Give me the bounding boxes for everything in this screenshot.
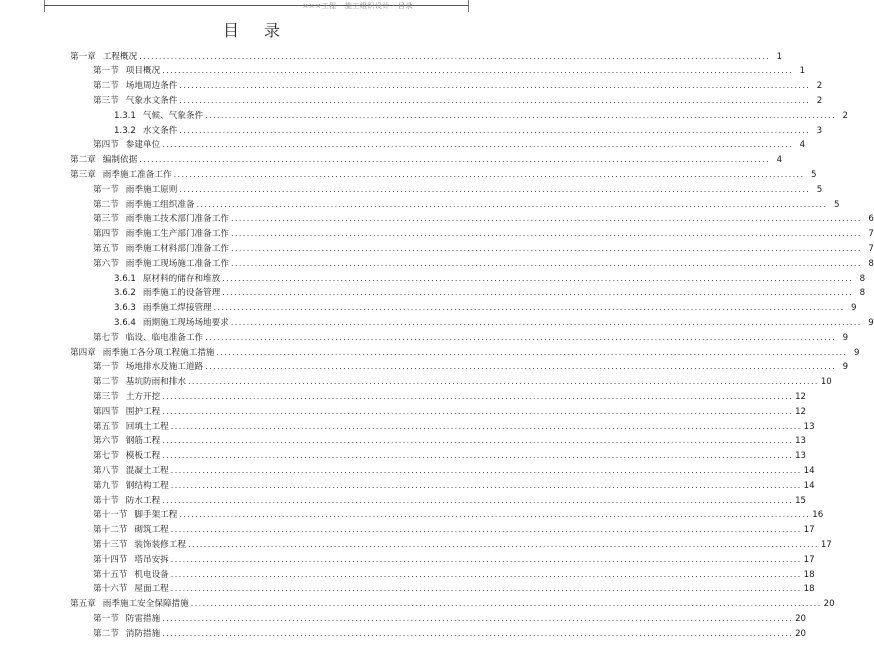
toc-page-number: 8 <box>868 258 874 269</box>
toc-entry[interactable] <box>93 94 823 108</box>
toc-entry-label <box>114 124 177 138</box>
toc-entry-title: 编制依据 <box>102 155 138 166</box>
toc-entry[interactable] <box>114 286 866 300</box>
toc-entry[interactable] <box>70 597 835 611</box>
toc-entry-title: 雨季施工组织准备 <box>125 199 195 210</box>
toc-entry-label <box>93 242 229 256</box>
toc-entry-title: 塔吊安拆 <box>134 554 169 565</box>
toc-entry-number: 第七节 <box>93 332 119 343</box>
toc-entry[interactable] <box>93 582 815 596</box>
toc-entry-label <box>93 479 169 493</box>
toc-entry-number: 第二章 <box>70 155 96 166</box>
toc-entry-title: 钢结构工程 <box>125 480 169 491</box>
toc-dot-leader: ................................................................................................................................................................ <box>162 495 794 505</box>
toc-page-number: 20 <box>795 613 806 624</box>
toc-entry-label <box>93 538 186 552</box>
toc-entry-title: 雨季施工材料部门准备工作 <box>125 243 229 254</box>
toc-entry[interactable] <box>93 405 806 419</box>
toc-page-number: 12 <box>795 406 806 417</box>
toc-entry-title: 砌筑工程 <box>134 525 169 536</box>
toc-page-number: 7 <box>868 229 874 240</box>
toc-entry[interactable] <box>93 538 832 552</box>
toc-entry-number: 第三节 <box>93 214 119 225</box>
toc-page-number: 4 <box>776 155 783 166</box>
toc-entry[interactable] <box>93 523 815 537</box>
toc-entry-label <box>93 198 195 212</box>
toc-dot-leader: ................................................................................................................................................................ <box>162 451 794 461</box>
toc-dot-leader: ................................................................................................................................................................ <box>230 258 862 268</box>
toc-page-number: 14 <box>803 480 815 491</box>
toc-entry-label <box>70 153 137 167</box>
toc-entry-title: 气象水文条件 <box>125 95 178 106</box>
page-title: 目 录 <box>222 21 291 40</box>
toc-entry-title: 雨季施工生产部门准备工作 <box>125 229 229 240</box>
toc-page-number: 2 <box>816 95 823 106</box>
toc-entry-title: 原材料的储存和堆放 <box>142 273 221 284</box>
toc-dot-leader: ................................................................................................................................................................ <box>162 613 794 623</box>
toc-entry-number: 第三节 <box>93 95 119 106</box>
toc-entry[interactable] <box>93 612 806 626</box>
toc-dot-leader: ................................................................................................................................................................ <box>170 569 802 579</box>
toc-dot-leader: ................................................................................................................................................................ <box>179 125 811 135</box>
toc-entry-title: 雨季施工原则 <box>125 184 178 195</box>
toc-entry-number: 第五章 <box>70 599 96 610</box>
toc-dot-leader: ................................................................................................................................................................ <box>162 436 794 446</box>
toc-entry-title: 脚手架工程 <box>134 510 178 521</box>
toc-entry-label <box>93 390 160 404</box>
toc-entry-title: 雨季施工安全保障措施 <box>102 599 189 610</box>
toc-entry-title: 雨季施工技术部门准备工作 <box>125 214 229 225</box>
toc-entry[interactable] <box>93 257 874 271</box>
toc-entry-number: 第五节 <box>93 243 119 254</box>
toc-entry[interactable] <box>93 464 815 478</box>
toc-entry-title: 消防措施 <box>125 628 161 639</box>
toc-entry[interactable] <box>93 434 806 448</box>
toc-entry[interactable] <box>93 79 823 93</box>
toc-page-number: 17 <box>820 539 832 550</box>
toc-dot-leader: ................................................................................................................................................................ <box>173 169 805 179</box>
toc-page-number: 13 <box>803 421 815 432</box>
toc-entry-title: 围护工程 <box>125 406 161 417</box>
toc-entry-title: 装饰装修工程 <box>134 539 186 550</box>
toc-page-number: 12 <box>795 391 806 402</box>
toc-entry-number: 第二节 <box>93 628 119 639</box>
toc-entry[interactable] <box>70 168 817 182</box>
toc-entry-title: 混凝土工程 <box>125 465 169 476</box>
toc-dot-leader: ................................................................................................................................................................ <box>230 317 862 327</box>
toc-dot-leader: ................................................................................................................................................................ <box>230 229 862 239</box>
toc-dot-leader: ................................................................................................................................................................ <box>170 421 802 431</box>
toc-dot-leader: ................................................................................................................................................................ <box>205 362 837 372</box>
toc-entry-number: 第五节 <box>93 421 119 432</box>
toc-page-number: 17 <box>803 554 815 565</box>
toc-entry-title: 雨期施工现场场地要求 <box>142 317 229 328</box>
toc-page-number: 8 <box>859 273 866 284</box>
toc-dot-leader: ................................................................................................................................................................ <box>162 628 794 638</box>
toc-entry-title: 临设、临电准备工作 <box>125 332 204 343</box>
toc-page-number: 6 <box>868 214 874 225</box>
toc-entry-label <box>93 183 177 197</box>
toc-page-number: 16 <box>812 510 824 521</box>
toc-page-number: 9 <box>868 317 874 328</box>
toc-page-number: 7 <box>868 243 874 254</box>
toc-entry-number: 第一章 <box>70 51 96 62</box>
toc-entry-label <box>93 449 160 463</box>
toc-page-number: 2 <box>816 81 823 92</box>
toc-entry-title: 钢筋工程 <box>125 436 161 447</box>
toc-page-number: 17 <box>803 525 815 536</box>
toc-entry-title: 雨季施工准备工作 <box>102 169 172 180</box>
toc-entry[interactable] <box>93 390 806 404</box>
toc-entry-title: 场地周边条件 <box>125 81 178 92</box>
toc-entry-title: 回填土工程 <box>125 421 169 432</box>
toc-entry-label <box>70 50 137 64</box>
toc-page-number: 2 <box>842 110 848 121</box>
toc-entry-number: 第六节 <box>93 258 119 269</box>
toc-entry-number: 第十二节 <box>93 525 128 536</box>
toc-page-number: 5 <box>833 199 840 210</box>
header-rule <box>44 2 469 10</box>
toc-entry-title: 场地排水及施工道路 <box>125 362 204 373</box>
toc-entry-number: 第十三节 <box>93 539 128 550</box>
toc-dot-leader: ................................................................................................................................................................ <box>162 140 794 150</box>
toc-entry-title: 气候、气象条件 <box>142 110 204 121</box>
toc-page-number: 9 <box>842 332 849 343</box>
toc-dot-leader: ................................................................................................................................................................ <box>179 510 811 520</box>
toc-entry-label <box>93 582 169 596</box>
toc-entry-label <box>93 94 177 108</box>
toc-entry[interactable] <box>93 568 815 582</box>
toc-entry-number: 第三章 <box>70 169 96 180</box>
toc-entry-number: 第二节 <box>93 199 119 210</box>
toc-entry[interactable] <box>70 50 783 64</box>
toc-entry-label <box>93 64 160 78</box>
toc-dot-leader: ................................................................................................................................................................ <box>170 554 802 564</box>
toc-page-number: 5 <box>810 169 817 180</box>
toc-entry-number: 3.6.1 <box>114 273 136 284</box>
toc-entry[interactable] <box>114 316 874 330</box>
toc-dot-leader: ................................................................................................................................................................ <box>230 214 862 224</box>
toc-entry-label <box>93 79 177 93</box>
toc-page-number: 14 <box>803 465 815 476</box>
toc-entry[interactable] <box>114 301 857 315</box>
toc-entry-number: 第四节 <box>93 229 119 240</box>
toc-entry-label <box>93 138 160 152</box>
toc-entry[interactable] <box>93 212 874 226</box>
toc-dot-leader: ................................................................................................................................................................ <box>196 199 828 209</box>
toc-entry-label <box>70 346 215 360</box>
toc-entry-label <box>93 508 177 522</box>
toc-entry-number: 第一节 <box>93 66 119 77</box>
toc-entry-title: 屋面工程 <box>134 584 169 595</box>
toc-dot-leader: ................................................................................................................................................................ <box>222 273 854 283</box>
crop-mark-left <box>44 0 45 12</box>
toc-entry-number: 第三节 <box>93 391 119 402</box>
toc-entry[interactable] <box>93 360 849 374</box>
toc-entry-title: 项目概况 <box>125 66 161 77</box>
toc-entry-number: 第十五节 <box>93 569 128 580</box>
toc-entry-label <box>93 553 169 567</box>
toc-dot-leader: ................................................................................................................................................................ <box>162 391 794 401</box>
toc-entry-number: 第四节 <box>93 406 119 417</box>
toc-page-number: 8 <box>859 288 866 299</box>
toc-entry-label <box>93 360 203 374</box>
toc-entry-label <box>93 434 160 448</box>
toc-entry-label <box>114 316 229 330</box>
toc-entry-number: 第九节 <box>93 480 119 491</box>
toc-page-number: 18 <box>803 569 815 580</box>
toc-dot-leader: ................................................................................................................................................................ <box>170 480 802 490</box>
toc-entry-label <box>93 627 160 641</box>
toc-dot-leader: ................................................................................................................................................................ <box>230 243 862 253</box>
toc-dot-leader: ................................................................................................................................................................ <box>139 155 771 165</box>
toc-entry[interactable] <box>70 153 783 167</box>
toc-entry-label <box>114 301 212 315</box>
toc-dot-leader: ................................................................................................................................................................ <box>179 184 811 194</box>
toc-entry-number: 第十六节 <box>93 584 128 595</box>
toc-entry[interactable] <box>93 242 874 256</box>
toc-entry-number: 3.6.3 <box>114 303 136 314</box>
toc-dot-leader: ................................................................................................................................................................ <box>187 377 819 387</box>
toc-entry[interactable] <box>93 375 832 389</box>
toc-entry-label <box>93 612 160 626</box>
toc-page-number: 1 <box>799 66 806 77</box>
toc-dot-leader: ................................................................................................................................................................ <box>222 288 854 298</box>
toc-page-number: 3 <box>816 125 823 136</box>
toc-entry[interactable] <box>70 346 860 360</box>
toc-entry-label <box>93 227 229 241</box>
toc-dot-leader: ................................................................................................................................................................ <box>216 347 848 357</box>
toc-entry[interactable] <box>93 508 824 522</box>
toc-entry[interactable] <box>93 331 849 345</box>
toc-entry-label <box>93 257 229 271</box>
toc-entry[interactable] <box>93 183 823 197</box>
toc-entry-title: 模板工程 <box>125 451 161 462</box>
toc-entry-number: 第七节 <box>93 451 119 462</box>
toc-dot-leader: ................................................................................................................................................................ <box>179 81 811 91</box>
toc-entry-title: 水文条件 <box>142 125 178 136</box>
toc-dot-leader: ................................................................................................................................................................ <box>170 525 802 535</box>
toc-entry-label <box>70 597 189 611</box>
toc-entry-number: 第十节 <box>93 495 119 506</box>
toc-dot-leader: ................................................................................................................................................................ <box>187 539 819 549</box>
toc-entry-title: 土方开挖 <box>125 391 161 402</box>
toc-entry-title: 雨季施工各分项工程施工措施 <box>102 347 215 358</box>
toc-page-number: 5 <box>816 184 823 195</box>
toc-entry[interactable] <box>93 227 874 241</box>
toc-entry-label <box>93 405 160 419</box>
toc-entry-number: 第四章 <box>70 347 96 358</box>
toc-entry-title: 防雷措施 <box>125 613 161 624</box>
toc-page-number: 10 <box>820 377 832 388</box>
toc-page-number: 13 <box>795 451 806 462</box>
toc-dot-leader: ................................................................................................................................................................ <box>170 465 802 475</box>
toc-entry-label <box>114 286 220 300</box>
toc-dot-leader: ................................................................................................................................................................ <box>205 332 837 342</box>
toc-entry-number: 第一节 <box>93 184 119 195</box>
toc-entry-label <box>93 464 169 478</box>
toc-entry-number: 1.3.1 <box>114 110 136 121</box>
toc-entry-label <box>93 212 229 226</box>
toc-entry-label <box>114 272 220 286</box>
toc-page-number: 15 <box>795 495 806 506</box>
toc-page-number: 4 <box>799 140 806 151</box>
toc-entry[interactable] <box>93 198 840 212</box>
toc-entry-title: 雨季施工焊接管理 <box>142 303 212 314</box>
toc-page-number: 1 <box>776 51 783 62</box>
toc-entry-label <box>93 420 169 434</box>
toc-entry[interactable] <box>93 479 815 493</box>
toc-entry-number: 第四节 <box>93 140 119 151</box>
toc-page-number: 9 <box>842 362 849 373</box>
toc-entry[interactable] <box>93 138 806 152</box>
toc-entry-number: 3.6.2 <box>114 288 136 299</box>
toc-entry-title: 机电设备 <box>134 569 169 580</box>
toc-entry-number: 1.3.2 <box>114 125 136 136</box>
toc-entry-number: 第二节 <box>93 377 119 388</box>
toc-entry-title: 雨季施工的设备管理 <box>142 288 221 299</box>
toc-entry[interactable] <box>93 494 806 508</box>
running-header: ×××工程 · 施工组织设计 · 目录 <box>302 2 413 10</box>
toc-dot-leader: ................................................................................................................................................................ <box>213 303 845 313</box>
toc-dot-leader: ................................................................................................................................................................ <box>205 110 836 120</box>
toc-dot-leader: ................................................................................................................................................................ <box>190 599 822 609</box>
toc-entry-title: 参建单位 <box>125 140 161 151</box>
toc-entry-label <box>93 375 186 389</box>
toc-entry-label <box>93 331 203 345</box>
toc-entry-title: 基坑防雨和排水 <box>125 377 186 388</box>
toc-dot-leader: ................................................................................................................................................................ <box>162 406 794 416</box>
toc-entry-number: 第二节 <box>93 81 119 92</box>
toc-page-number: 20 <box>795 628 806 639</box>
toc-dot-leader: ................................................................................................................................................................ <box>170 584 802 594</box>
toc-entry-number: 第一节 <box>93 613 119 624</box>
toc-entry-number: 第十一节 <box>93 510 128 521</box>
toc-page-number: 9 <box>853 347 860 358</box>
toc-entry-number: 第六节 <box>93 436 119 447</box>
toc-entry[interactable] <box>93 64 806 78</box>
toc-entry[interactable] <box>93 627 806 641</box>
toc-entry[interactable] <box>93 553 815 567</box>
toc-entry[interactable] <box>114 124 823 138</box>
toc-entry-number: 第八节 <box>93 465 119 476</box>
toc-page-number: 20 <box>823 599 835 610</box>
toc-dot-leader: ................................................................................................................................................................ <box>139 51 771 61</box>
toc-page-number: 9 <box>851 303 857 314</box>
toc-entry-label <box>70 168 172 182</box>
toc-entry-title: 雨季施工现场施工准备工作 <box>125 258 229 269</box>
toc-entry-label <box>93 523 169 537</box>
toc-entry-number: 第一节 <box>93 362 119 373</box>
toc-entry-label <box>93 494 160 508</box>
toc-entry[interactable] <box>93 449 806 463</box>
toc-dot-leader: ................................................................................................................................................................ <box>162 66 794 76</box>
toc-page-number: 18 <box>803 584 815 595</box>
toc-entry-title: 防水工程 <box>125 495 161 506</box>
toc-entry-number: 第十四节 <box>93 554 128 565</box>
toc-entry-label <box>114 109 203 123</box>
toc-entry[interactable] <box>93 420 815 434</box>
toc-entry-title: 工程概况 <box>102 51 138 62</box>
toc-entry[interactable] <box>114 109 848 123</box>
toc-entry[interactable] <box>114 272 866 286</box>
toc-dot-leader: ................................................................................................................................................................ <box>179 95 811 105</box>
crop-mark-right <box>468 0 469 12</box>
toc-entry-number: 3.6.4 <box>114 317 136 328</box>
toc-entry-label <box>93 568 169 582</box>
toc-page-number: 13 <box>795 436 806 447</box>
